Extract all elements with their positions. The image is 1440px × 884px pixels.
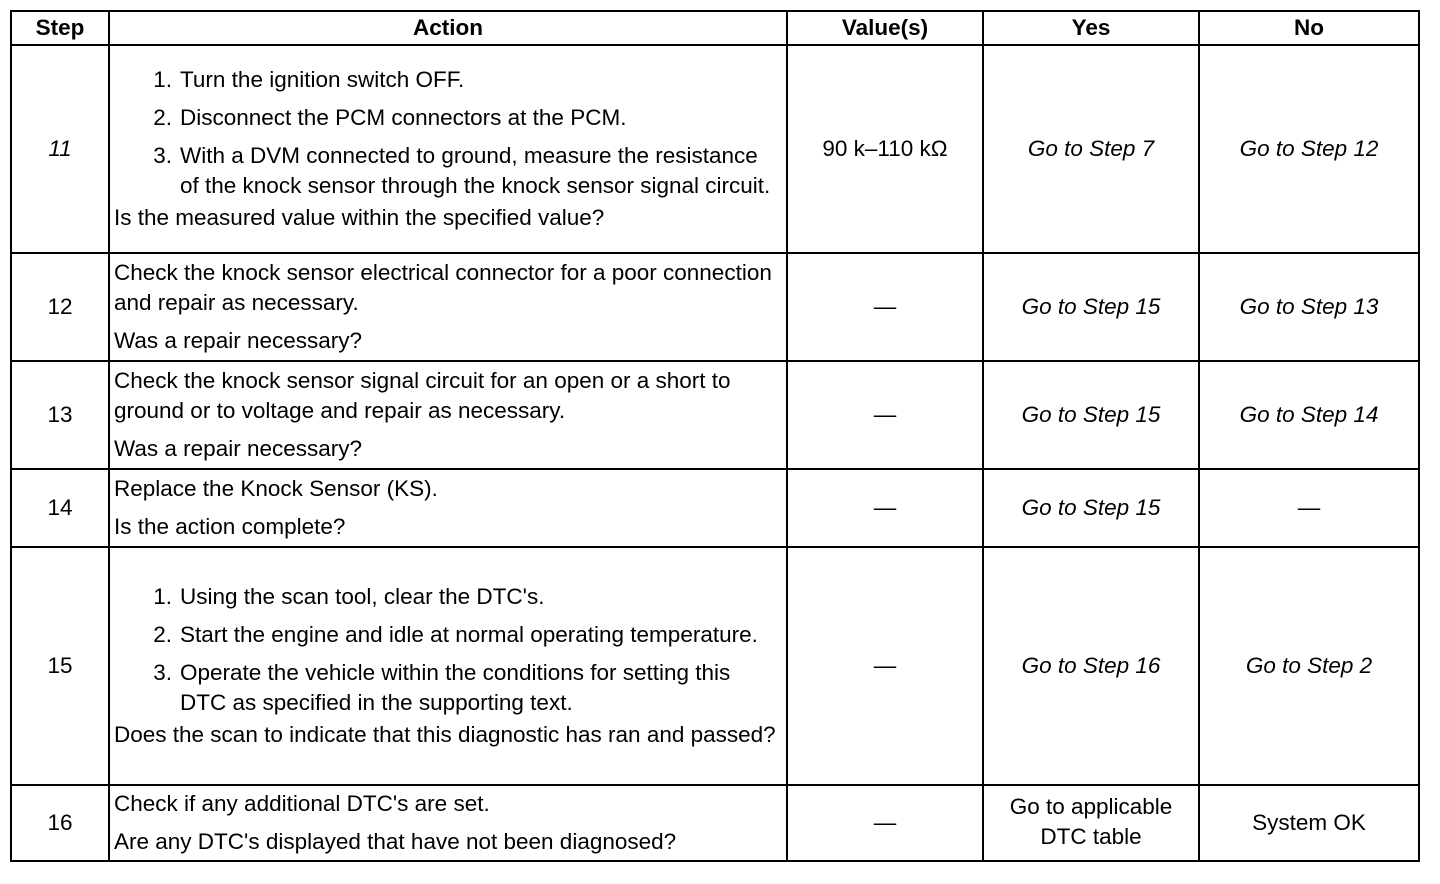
- table-row: [11, 547, 1419, 785]
- action-cell: [109, 361, 787, 469]
- yes-cell: Go to applicable DTC table: [983, 785, 1199, 861]
- action-cell: [109, 785, 787, 861]
- table-row: [11, 361, 1419, 469]
- action-cell: [109, 45, 787, 253]
- action-question: Is the measured value within the specified value?: [114, 205, 605, 230]
- no-cell: —: [1199, 469, 1419, 547]
- action-step: 1. Using the scan tool, clear the DTC's.: [153, 584, 545, 609]
- action-step: 3. With a DVM connected to ground, measure the resistance of the knock sensor through the knock sensor signal circuit.: [153, 143, 771, 198]
- action-step: 3. Operate the vehicle within the conditions for setting this DTC as specified in the supporting text.: [153, 660, 731, 715]
- diagnostic-table: [10, 10, 1420, 862]
- action-text: Check if any additional DTC's are set.: [114, 791, 490, 816]
- value-cell: —: [787, 547, 983, 785]
- header-action: Action: [109, 11, 787, 45]
- action-steps: [114, 65, 782, 201]
- action-question: Are any DTC's displayed that have not been diagnosed?: [114, 829, 677, 854]
- table-row: [11, 469, 1419, 547]
- value-cell: —: [787, 361, 983, 469]
- step-number: 14: [11, 469, 109, 547]
- step-number: 11: [11, 45, 109, 253]
- action-step: 2. Start the engine and idle at normal operating temperature.: [153, 622, 758, 647]
- no-cell: Go to Step 2: [1199, 547, 1419, 785]
- value-cell: 90 k–110 kΩ: [787, 45, 983, 253]
- no-cell: Go to Step 14: [1199, 361, 1419, 469]
- step-number: 15: [11, 547, 109, 785]
- value-cell: —: [787, 253, 983, 361]
- action-question: Was a repair necessary?: [114, 328, 363, 353]
- step-number: 13: [11, 361, 109, 469]
- action-text: Check the knock sensor signal circuit for an open or a short to ground or to voltage and repair as necessary.: [114, 368, 731, 423]
- yes-cell: Go to Step 15: [983, 469, 1199, 547]
- action-cell: [109, 547, 787, 785]
- table-row: [11, 785, 1419, 861]
- yes-cell: Go to Step 7: [983, 45, 1199, 253]
- no-cell: Go to Step 13: [1199, 253, 1419, 361]
- action-question: Does the scan to indicate that this diagnostic has ran and passed?: [114, 722, 776, 747]
- action-step: 1. Turn the ignition switch OFF.: [153, 67, 465, 92]
- no-cell: System OK: [1199, 785, 1419, 861]
- action-question: Was a repair necessary?: [114, 436, 363, 461]
- header-no: No: [1199, 11, 1419, 45]
- header-values: Value(s): [787, 11, 983, 45]
- header-step: Step: [11, 11, 109, 45]
- action-cell: [109, 469, 787, 547]
- action-question: Is the action complete?: [114, 514, 346, 539]
- action-text: Replace the Knock Sensor (KS).: [114, 476, 438, 501]
- action-step: 2. Disconnect the PCM connectors at the PCM.: [153, 105, 627, 130]
- header-yes: Yes: [983, 11, 1199, 45]
- action-steps: [114, 582, 782, 718]
- step-number: 16: [11, 785, 109, 861]
- action-text: Check the knock sensor electrical connector for a poor connection and repair as necessary.: [114, 260, 772, 315]
- step-number: 12: [11, 253, 109, 361]
- header-row: [11, 11, 1419, 45]
- value-cell: —: [787, 785, 983, 861]
- no-cell: Go to Step 12: [1199, 45, 1419, 253]
- action-cell: [109, 253, 787, 361]
- yes-cell: Go to Step 15: [983, 253, 1199, 361]
- yes-cell: Go to Step 15: [983, 361, 1199, 469]
- table-row: [11, 253, 1419, 361]
- table-row: [11, 45, 1419, 253]
- value-cell: —: [787, 469, 983, 547]
- yes-cell: Go to Step 16: [983, 547, 1199, 785]
